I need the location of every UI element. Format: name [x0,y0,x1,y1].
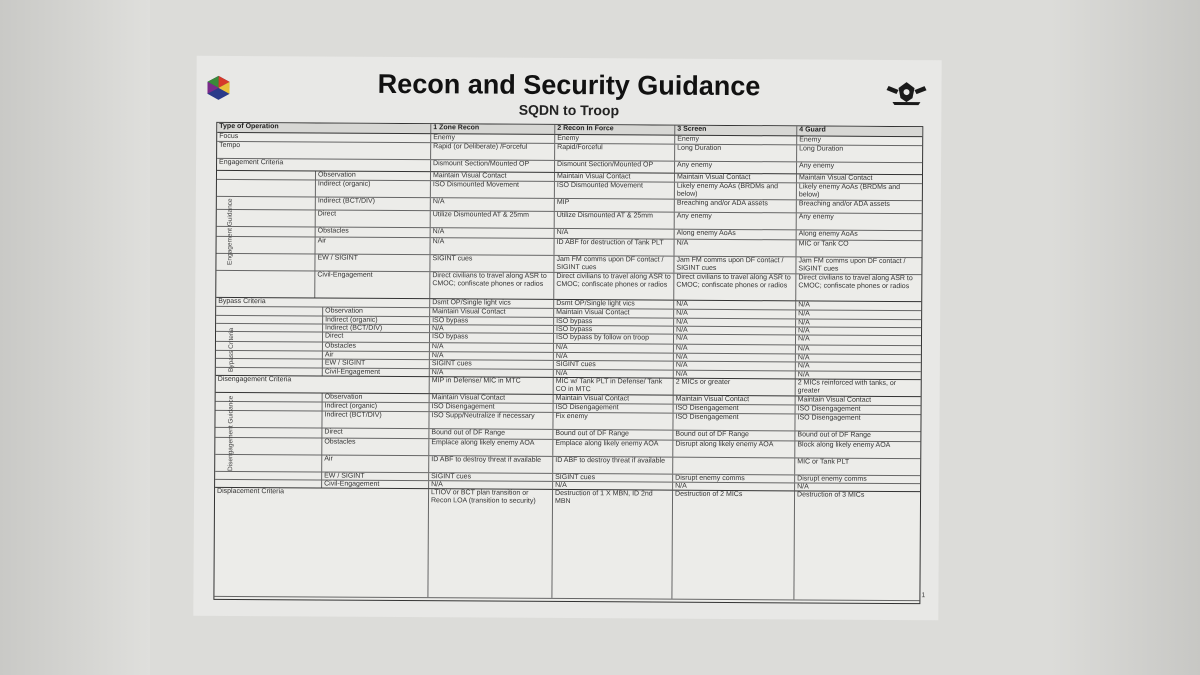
row-sub-label: Civil-Engagement [314,271,429,298]
table-cell: ISO Disengagement [672,414,794,431]
table-cell: N/A [795,335,921,345]
row-sub-label: Air [321,455,428,472]
table-cell: Bound out of DF Range [672,431,794,441]
table-cell: ISO bypass by follow on troop [553,334,673,344]
table-cell: Long Duration [674,145,796,162]
table-cell: Dsmt OP/Single light vics [429,299,553,308]
table-cell: N/A [673,345,795,354]
table-cell: Emplace along likely enemy AOA [552,440,672,457]
page-number: 1 [921,592,926,600]
table-cell: N/A [429,325,553,333]
row-label: Focus [219,132,239,140]
page-title: Recon and Security Guidance [377,68,761,102]
table-cell: Direct civilians to travel along ASR to CMOC; confiscate phones or radios [795,274,921,301]
table-cell: N/A [795,319,921,327]
table-cell: Breaching and/or ADA assets [796,200,922,213]
table-cell: N/A [673,362,795,371]
table-cell: Long Duration [796,145,922,162]
table-cell: Maintain Visual Contact [673,396,795,405]
row-sub-label: Direct [321,428,428,438]
row-sub-label: Indirect (organic) [322,402,429,411]
table-cell: N/A [430,238,554,255]
table-cell: N/A [795,301,921,310]
table-cell: Maintain Visual Contact [554,173,674,182]
table-cell: Bound out of DF Range [794,431,920,441]
table-cell: Maintain Visual Contact [553,395,673,404]
table-cell: Maintain Visual Contact [429,308,553,317]
table-cell: Bound out of DF Range [428,429,552,439]
table-cell: Maintain Visual Contact [430,172,554,181]
table-cell: Any enemy [796,162,922,174]
table-cell: SIGINT cues [552,474,672,482]
group-label: Bypass Criteria [227,327,236,372]
table-cell: Breaching and/or ADA assets [674,200,796,213]
table-cell: Jam FM comms upon DF contact / SIGINT cues [795,257,921,274]
row-sub-label: EW / SIGINT [314,254,429,271]
table-cell: MIP [554,199,674,212]
table-cell: N/A [553,370,673,378]
table-cell: Fix enemy [552,413,672,430]
table-cell: N/A [428,481,552,489]
row-sub-label: Indirect (BCT/DIV) [315,197,430,210]
table-cell: N/A [430,228,554,238]
table-cell [672,458,794,475]
column-header: 3 Screen [674,126,796,136]
row-sub-label: Indirect (BCT/DIV) [322,325,429,333]
table-cell: Enemy [430,134,554,143]
table-cell: Emplace along likely enemy AOA [428,439,552,456]
table-cell: Maintain Visual Contact [429,394,553,403]
table-cell: N/A [552,482,672,490]
table-cell: ISO Dismounted Movement [554,182,674,199]
guidance-table [213,122,926,604]
displacement-criteria-row [214,488,920,601]
table-cell: Maintain Visual Contact [674,174,796,183]
row-label: Bypass Criteria [218,297,266,306]
table-cell: MIC w/ Tank PLT in Defense/ Tank CO in MTC [553,378,673,395]
table-cell: Along enemy AoAs [674,230,796,240]
row-sub-label: Indirect (organic) [322,317,429,325]
row-sub-label: Observation [322,308,429,317]
table-cell: ISO bypass [553,326,673,334]
table-cell: Disrupt enemy comms [672,475,794,483]
table-cell: N/A [673,327,795,335]
table-cell: Maintain Visual Contact [553,309,673,318]
table-cell: Destruction of 3 MICs [793,491,920,600]
table-cell: Direct civilians to travel along ASR to CMOC; confiscate phones or radios [429,272,553,299]
cavalry-crest-icon [884,76,928,108]
table-cell: N/A [553,353,673,361]
row-sub-label: Obstacles [315,227,430,237]
table-cell: Dismount Section/Mounted OP [554,161,674,173]
table-cell: LTIOV or BCT plan transition or Recon LOA (transition to security) [427,489,552,598]
row-sub-label: Observation [315,171,430,180]
table-cell: Likely enemy AoAs (BRDMs and below) [674,183,796,200]
table-cell: Enemy [796,136,922,145]
table-cell: ISO Dismounted Movement [430,181,554,198]
row-sub-label: Observation [322,393,429,402]
engagement-row [216,271,921,302]
table-cell: SIGINT cues [429,360,553,369]
table-cell: N/A [554,229,674,239]
table-cell: Dsmt OP/Single light vics [553,300,673,309]
row-sub-label: EW / SIGINT [322,359,429,368]
table-cell: ISO bypass [553,318,673,326]
table-cell: Jam FM comms upon DF contact / SIGINT cues [553,256,673,273]
row-label: Displacement Criteria [217,487,284,496]
table-cell: Dismount Section/Mounted OP [430,160,554,172]
table-cell: N/A [429,352,553,360]
table-cell: N/A [795,362,921,371]
table-cell: MIP in Defense/ MIC in MTC [429,377,553,394]
table-cell: Enemy [674,136,796,145]
table-cell: ISO Disengagement [429,403,553,412]
table-cell: Any enemy [674,213,796,230]
table-cell: N/A [795,371,921,379]
column-header: 4 Guard [796,126,922,136]
table-cell: N/A [553,344,673,353]
table-cell: Maintain Visual Contact [795,396,921,405]
row-sub-label: Civil-Engagement [322,368,429,376]
table-cell: Utilize Dismounted AT & 25mm [554,212,674,229]
table-cell: Rapid/Forceful [554,144,674,161]
table-cell: ISO bypass [429,317,553,325]
column-header: 2 Recon In Force [554,125,674,135]
row-sub-label: Obstacles [322,343,429,352]
table-cell: Block along likely enemy AOA [794,441,920,458]
row-label: Engagement Criteria [219,158,284,167]
table-cell: Destruction of 1 X MBN, ID 2nd MBN [551,490,672,599]
table-cell: N/A [673,301,795,310]
table-cell: SIGINT cues [428,473,552,481]
table-cell: ISO bypass [429,333,553,343]
table-cell: Maintain Visual Contact [796,174,922,183]
table-cell: Disrupt enemy comms [794,475,920,483]
row-sub-label: Direct [315,210,430,227]
row-sub-label: Indirect (BCT/DIV) [321,411,428,428]
table-cell: ISO Disengagement [673,405,795,414]
page-subtitle: SQDN to Troop [518,101,620,119]
table-cell: Disrupt along likely enemy AOA [672,441,794,458]
table-cell: N/A [673,335,795,345]
table-cell: N/A [673,319,795,327]
group-label: Engagement Guidance [226,197,234,265]
table-cell: ID ABF for destruction of Tank PLT [554,239,674,256]
row-sub-label: Direct [322,333,429,343]
table-cell: MIC or Tank CO [796,240,922,257]
table-cell: Enemy [554,135,674,144]
table-cell: SIGINT cues [429,255,553,272]
table-cell: Likely enemy AoAs (BRDMs and below) [796,183,922,200]
background-left [0,0,150,675]
document-sheet [193,56,941,621]
row-sub-label: Obstacles [321,438,428,455]
table-cell: ID ABF to destroy threat if available [552,457,672,474]
group-label: Disengagement Guidance [227,395,235,471]
row-label: Disengagement Criteria [217,375,292,384]
table-cell: ISO Supp/Neutralize if necessary [428,412,552,429]
table-cell: ISO Disengagement [553,404,673,413]
table-cell: Rapid (or Deliberate) /Forceful [430,143,554,160]
table-cell: N/A [429,343,553,352]
background-right [1050,0,1200,675]
table-cell: Bound out of DF Range [552,430,672,440]
table-cell: N/A [674,240,796,257]
table-cell: Any enemy [674,162,796,174]
table-cell: N/A [794,483,920,491]
table-cell: N/A [673,354,795,362]
row-sub-label: Indirect (organic) [315,180,430,197]
table-cell: ID ABF to destroy threat if available [428,456,552,473]
table-cell: N/A [795,310,921,319]
table-cell: ISO Disengagement [794,414,920,431]
table-cell: N/A [795,327,921,335]
table-cell: Destruction of 2 MICs [671,491,794,600]
row-sub-label: Air [322,352,429,360]
column-header: 1 Zone Recon [430,124,554,134]
table-cell: Along enemy AoAs [796,230,922,240]
column-header: Type of Operation [219,122,279,131]
table-cell: N/A [673,310,795,319]
table-cell: N/A [429,369,553,377]
row-sub-label: EW / SIGINT [321,472,428,480]
table-cell: N/A [672,483,794,491]
row-label: Tempo [219,141,241,149]
table-cell: MIC or Tank PLT [794,458,920,475]
row-sub-label: Air [315,237,430,254]
table-cell: Any enemy [796,213,922,230]
table-cell: N/A [795,354,921,362]
table-cell: N/A [795,345,921,354]
row-sub-label: Civil-Engagement [321,480,428,488]
table-cell: Direct civilians to travel along ASR to CMOC; confiscate phones or radios [673,274,795,301]
table-cell: Utilize Dismounted AT & 25mm [430,211,554,228]
table-cell: SIGINT cues [553,361,673,370]
table-cell: Jam FM comms upon DF contact / SIGINT cues [673,257,795,274]
table-cell: N/A [673,371,795,379]
table-cell: Direct civilians to travel along ASR to CMOC; confiscate phones or radios [553,273,673,300]
table-cell: N/A [430,198,554,211]
table-cell: ISO Disengagement [795,405,921,414]
table-cell: 2 MICs or greater [673,379,795,396]
table-cell: 2 MICs reinforced with tanks, or greater [795,379,921,396]
